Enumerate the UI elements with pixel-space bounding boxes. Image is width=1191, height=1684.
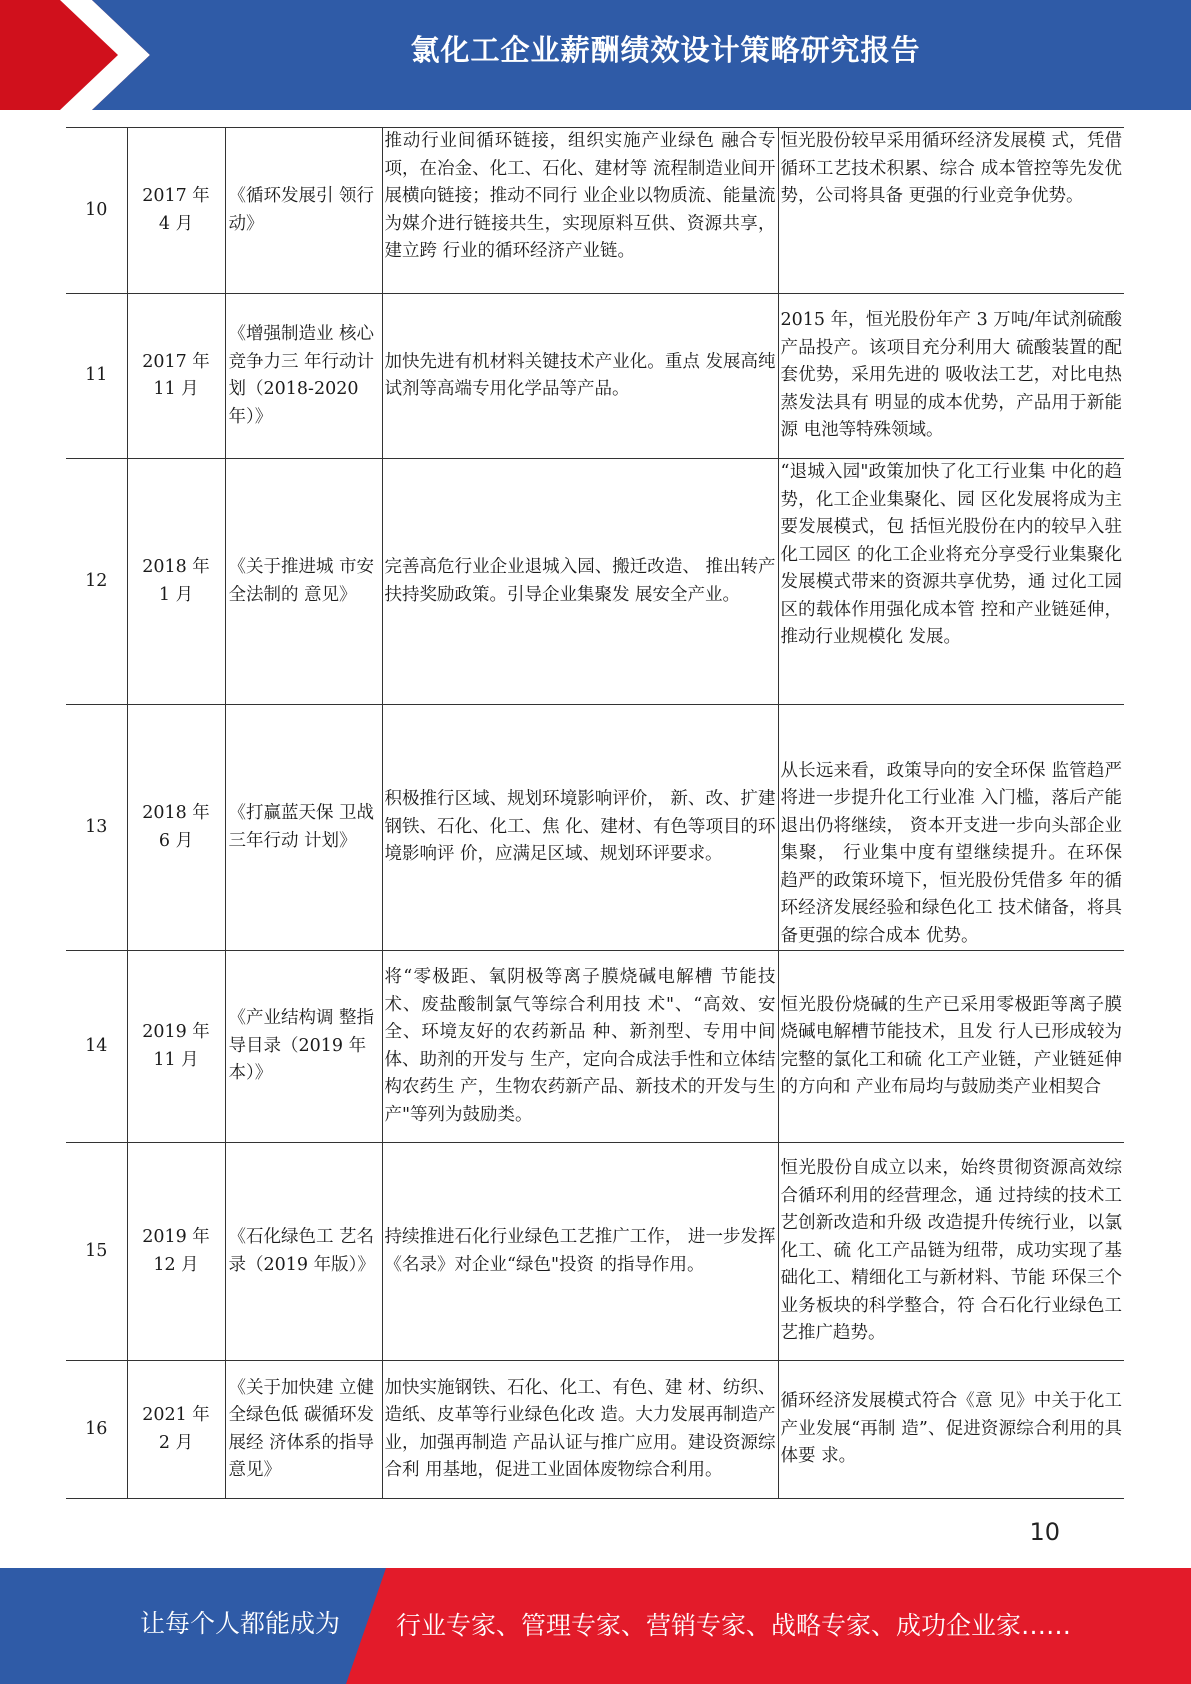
row-policy-name: 《产业结构调 整指导目录（2019 年本）》 <box>225 951 382 1143</box>
row-date <box>127 1143 225 1361</box>
row-policy-name: 《关于推进城 市安全法制的 意见》 <box>225 459 382 705</box>
table-row <box>66 951 1124 1143</box>
row-number: 11 <box>66 294 127 459</box>
row-policy-content: 加快实施钢铁、石化、化工、有色、建 材、纺织、造纸、皮革等行业绿色化改 造。大力发展再制造产业，加强再制造 产品认证与推广应用。建设资源综合利 用基地，促进工业固体废物综合利用。 <box>382 1361 778 1499</box>
row-date-text: 2019 年 11 月 <box>142 1022 210 1070</box>
page-title: 氯化工企业薪酬绩效设计策略研究报告 <box>410 33 921 67</box>
policy-table-container <box>66 127 1124 1499</box>
row-impact: “退城入园"政策加快了化工行业集 中化的趋势，化工企业集聚化、园 区化发展将成为主要发展模式，包 括恒光股份在内的较早入驻化工园区 的化工企业将充分享受行业集聚化 发展模式带来的资源共享优势，通 过化工园区的载体作用强化成本管 控和产业链延伸，推动行业规模化 发展。 <box>778 459 1124 705</box>
row-policy-content: 完善高危行业企业退城入园、搬迁改造、 推出转产扶持奖励政策。引导企业集聚发 展安全产业。 <box>382 459 778 705</box>
row-policy-name: 《石化绿色工 艺名录（2019 年版）》 <box>225 1143 382 1361</box>
table-row <box>66 459 1124 705</box>
policy-table <box>66 127 1124 1499</box>
table-row <box>66 1361 1124 1499</box>
row-impact: 2015 年，恒光股份年产 3 万吨/年试剂硫酸产品投产。该项目充分利用大 硫酸装置的配套优势，采用先进的 吸收法工艺，对比电热蒸发法具有 明显的成本优势，产品用于新能源 电池等特殊领域。 <box>778 294 1124 459</box>
row-impact: 恒光股份自成立以来，始终贯彻资源高效综合循环利用的经营理念，通 过持续的技术工艺创新改造和升级 改造提升传统行业，以氯化工、硫 化工产品链为纽带，成功实现了基 础化工、精细化工与新材料、节能 环保三个业务板块的科学整合，符 合石化行业绿色工艺推广趋势。 <box>778 1143 1124 1361</box>
table-row <box>66 705 1124 951</box>
row-date-text: 2017 年 4 月 <box>142 186 210 234</box>
row-number: 13 <box>66 705 127 951</box>
row-date-text: 2021 年 2 月 <box>142 1405 210 1453</box>
row-date <box>127 294 225 459</box>
row-impact: 循环经济发展模式符合《意 见》中关于化工产业发展“再制 造”、促进资源综合利用的具体要 求。 <box>778 1361 1124 1499</box>
header-banner <box>0 0 1191 110</box>
row-date-text: 2017 年 11 月 <box>142 351 210 399</box>
row-policy-content: 持续推进石化行业绿色工艺推广工作， 进一步发挥《名录》对企业“绿色"投资 的指导作用。 <box>382 1143 778 1361</box>
row-date-text: 2018 年 6 月 <box>142 803 210 851</box>
row-date <box>127 951 225 1143</box>
row-date <box>127 459 225 705</box>
footer-banner <box>0 1568 1191 1684</box>
table-row <box>66 294 1124 459</box>
row-date-text: 2018 年 1 月 <box>142 557 210 605</box>
row-policy-name: 《打赢蓝天保 卫战三年行动 计划》 <box>225 705 382 951</box>
row-number: 14 <box>66 951 127 1143</box>
row-impact: 恒光股份烧碱的生产已采用零极距等离子膜烧碱电解槽节能技术，且发 行人已形成较为完整的氯化工和硫 化工产业链，产业链延伸的方向和 产业布局均与鼓励类产业相契合 <box>778 951 1124 1143</box>
row-policy-name: 《循环发展引 领行动》 <box>225 128 382 294</box>
row-policy-name: 《关于加快建 立健全绿色低 碳循环发展经 济体系的指导 意见》 <box>225 1361 382 1499</box>
row-number: 12 <box>66 459 127 705</box>
row-impact: 恒光股份较早采用循环经济发展模 式，凭借循环工艺技术积累、综合 成本管控等先发优势，公司将具备 更强的行业竞争优势。 <box>778 128 1124 294</box>
row-policy-content: 积极推行区域、规划环境影响评价， 新、改、扩建钢铁、石化、化工、焦 化、建材、有色等项目的环境影响评 价，应满足区域、规划环评要求。 <box>382 705 778 951</box>
row-number: 16 <box>66 1361 127 1499</box>
row-date-text: 2019 年 12 月 <box>142 1227 210 1275</box>
footer-slogan-roles: 行业专家、管理专家、营销专家、战略专家、成功企业家…… <box>396 1611 1072 1640</box>
row-number: 10 <box>66 128 127 294</box>
row-policy-content: 将“零极距、氧阴极等离子膜烧碱电解槽 节能技术、废盐酸制氯气等综合利用技 术"、“高效、安全、环境友好的农药新品 种、新剂型、专用中间体、助剂的开发与 生产，定向合成法手性和立体结构农药生 产，生物农药新产品、新技术的开发与生 产"等列为鼓励类。 <box>382 951 778 1143</box>
row-policy-content: 推动行业间循环链接，组织实施产业绿色 融合专项，在冶金、化工、石化、建材等 流程制造业间开展横向链接；推动不同行 业企业以物质流、能量流为媒介进行链接共生，实现原料互供、资源共享，建立跨 行业的循环经济产业链。 <box>382 128 778 294</box>
table-row <box>66 128 1124 294</box>
row-policy-content: 加快先进有机材料关键技术产业化。重点 发展高纯试剂等高端专用化学品等产品。 <box>382 294 778 459</box>
table-row <box>66 1143 1124 1361</box>
row-policy-name: 《增强制造业 核心竞争力三 年行动计划（2018-2020 年）》 <box>225 294 382 459</box>
row-date <box>127 705 225 951</box>
row-number: 15 <box>66 1143 127 1361</box>
row-date <box>127 128 225 294</box>
page-number: 10 <box>1029 1518 1060 1546</box>
row-impact: 从长远来看，政策导向的安全环保 监管趋严将进一步提升化工行业准 入门槛，落后产能退出仍将继续， 资本开支进一步向头部企业集聚， 行业集中度有望继续提升。在环保 趋严的政策环境下，恒光股份凭借多 年的循环经济发展经验和绿色化工 技术储备，将具备更强的综合成本 优势。 <box>778 705 1124 951</box>
row-date <box>127 1361 225 1499</box>
footer-slogan-lead: 让每个人都能成为 <box>140 1609 341 1638</box>
